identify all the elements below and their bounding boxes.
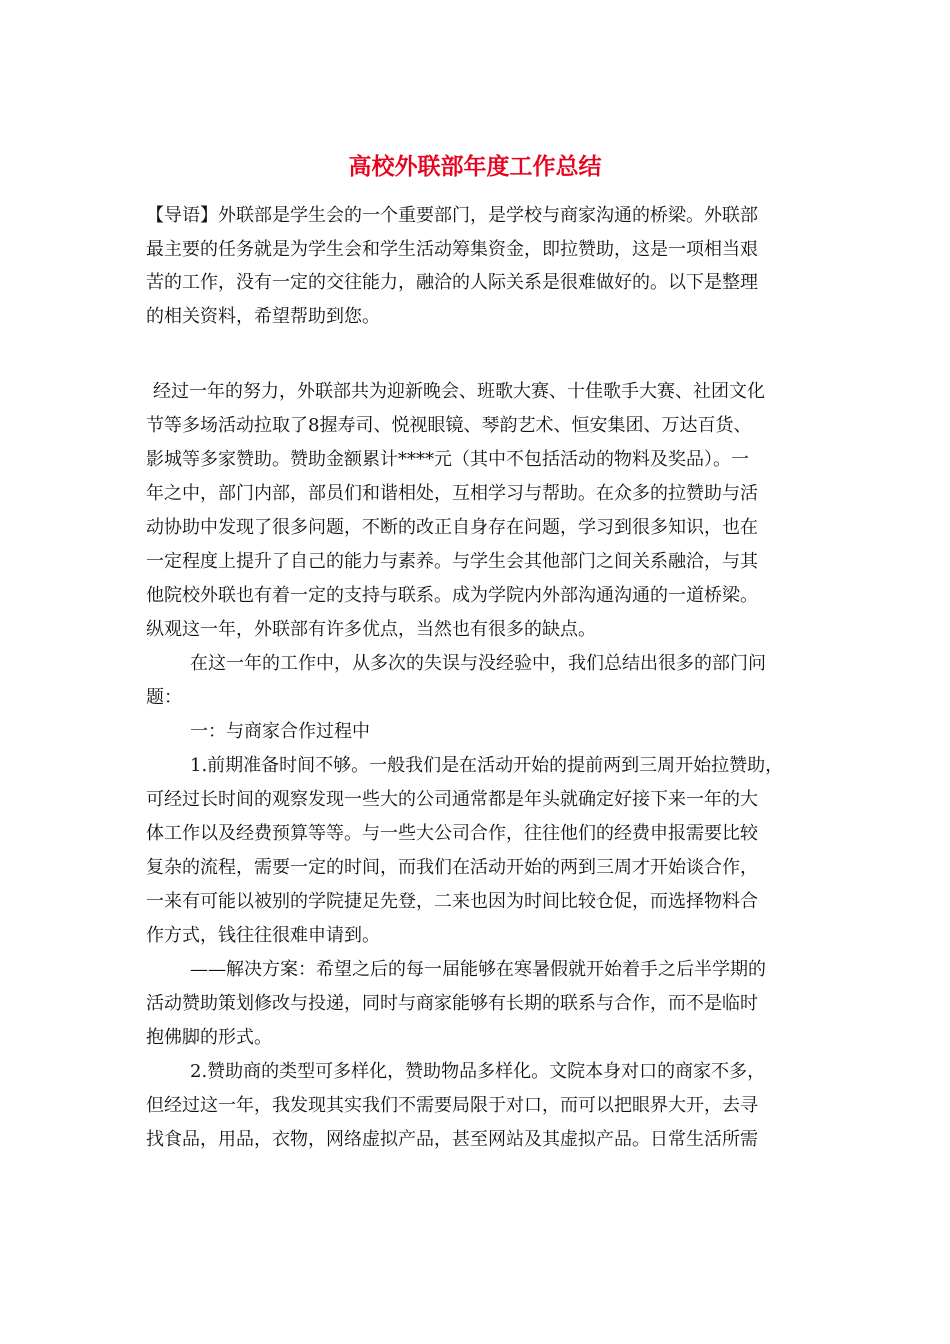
paragraph-line: 找食品，用品，衣物，网络虚拟产品，甚至网站及其虚拟产品。日常生活所需	[146, 1129, 758, 1150]
paragraph-line: 他院校外联也有着一定的支持与联系。成为学院内外部沟通沟通的一道桥梁。	[146, 585, 758, 606]
paragraph-line: 抱佛脚的形式。	[146, 1027, 272, 1048]
paragraph-line: 活动赞助策划修改与投递，同时与商家能够有长期的联系与合作，而不是临时	[146, 993, 758, 1014]
paragraph-line: 在这一年的工作中，从多次的失误与没经验中，我们总结出很多的部门问	[190, 653, 766, 674]
paragraph-line: 年之中，部门内部，部员们和谐相处，互相学习与帮助。在众多的拉赞助与活	[146, 483, 758, 504]
paragraph-line: 题：	[146, 687, 182, 708]
paragraph-line: ——解决方案：希望之后的每一届能够在寒暑假就开始着手之后半学期的	[190, 959, 766, 980]
paragraph-line: 【导语】外联部是学生会的一个重要部门，是学校与商家沟通的桥梁。外联部	[146, 205, 758, 226]
paragraph-line: 2.赞助商的类型可多样化，赞助物品多样化。文院本身对口的商家不多，	[190, 1061, 766, 1082]
document-title: 高校外联部年度工作总结	[348, 153, 602, 180]
paragraph-line: 经过一年的努力，外联部共为迎新晚会、班歌大赛、十佳歌手大赛、社团文化	[153, 381, 765, 402]
paragraph-line: 可经过长时间的观察发现一些大的公司通常都是年头就确定好接下来一年的大	[146, 789, 758, 810]
paragraph-line: 一来有可能以被别的学院捷足先登，二来也因为时间比较仓促，而选择物料合	[146, 891, 758, 912]
paragraph-line: 的相关资料，希望帮助到您。	[146, 306, 380, 327]
paragraph-line: 节等多场活动拉取了8握寿司、悦视眼镜、琴韵艺术、恒安集团、万达百货、	[146, 415, 752, 436]
paragraph-line: 影城等多家赞助。赞助金额累计****元（其中不包括活动的物料及奖品）。一	[146, 449, 749, 470]
paragraph-line: 但经过这一年，我发现其实我们不需要局限于对口，而可以把眼界大开，去寻	[146, 1095, 758, 1116]
section-heading: 一：与商家合作过程中	[190, 721, 370, 742]
paragraph-line: 体工作以及经费预算等等。与一些大公司合作，往往他们的经费申报需要比较	[146, 823, 758, 844]
paragraph-line: 作方式，钱往往很难申请到。	[146, 925, 380, 946]
paragraph-line: 纵观这一年，外联部有许多优点，当然也有很多的缺点。	[146, 619, 596, 640]
paragraph-line: 最主要的任务就是为学生会和学生活动筹集资金，即拉赞助，这是一项相当艰	[146, 239, 758, 260]
paragraph-line: 一定程度上提升了自己的能力与素养。与学生会其他部门之间关系融洽，与其	[146, 551, 758, 572]
paragraph-line: 1.前期准备时间不够。一般我们是在活动开始的提前两到三周开始拉赞助，	[190, 755, 784, 776]
paragraph-line: 苦的工作，没有一定的交往能力，融洽的人际关系是很难做好的。以下是整理	[146, 272, 758, 293]
paragraph-line: 复杂的流程，需要一定的时间，而我们在活动开始的两到三周才开始谈合作，	[146, 857, 758, 878]
paragraph-line: 动协助中发现了很多问题，不断的改正自身存在问题，学习到很多知识，也在	[146, 517, 758, 538]
